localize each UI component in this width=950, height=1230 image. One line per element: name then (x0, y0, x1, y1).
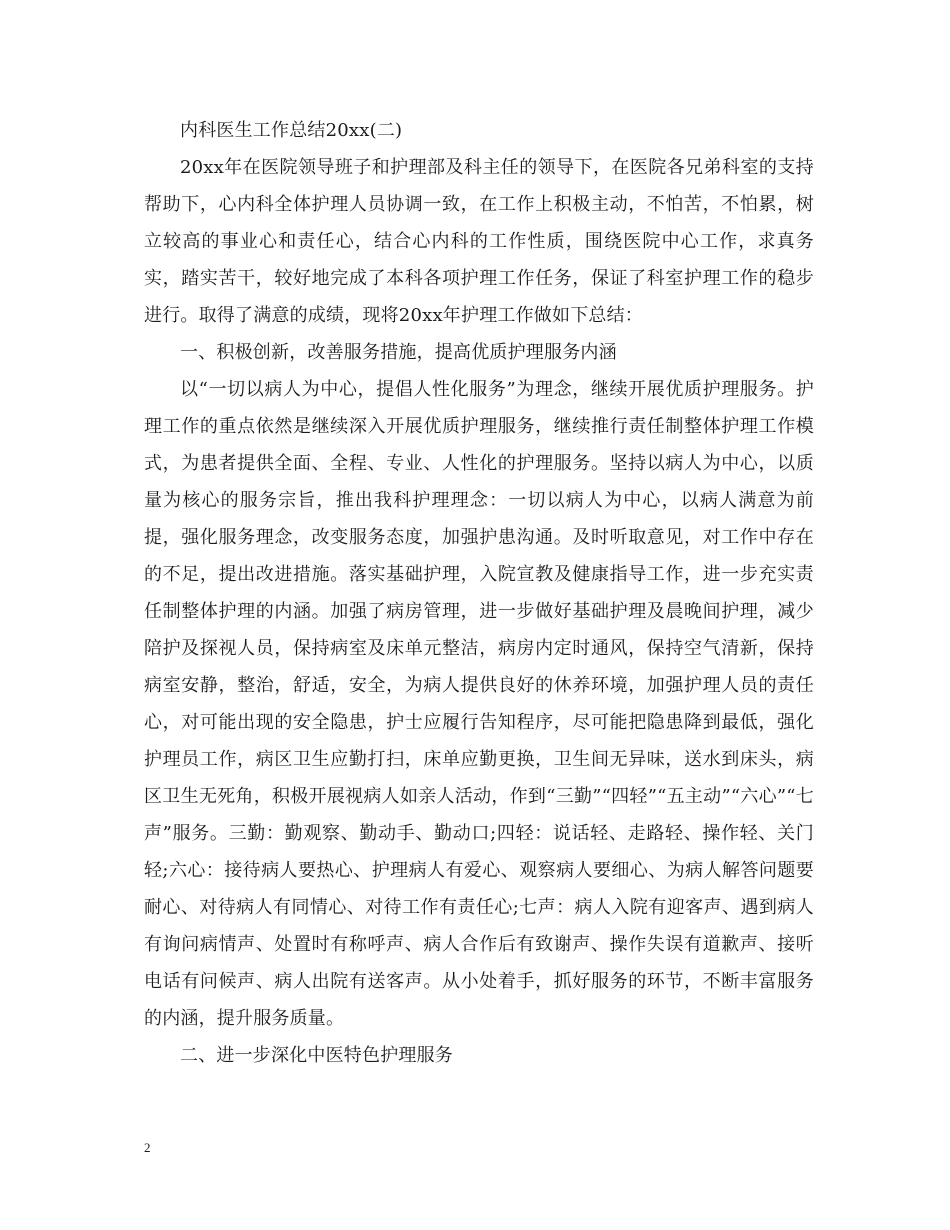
section-heading-1: 一、积极创新，改善服务措施，提高优质护理服务内涵 (180, 342, 617, 363)
document-body (144, 112, 814, 1074)
intro-paragraph: 20xx年在医院领导班子和护理部及科主任的领导下，在医院各兄弟科室的支持帮助下，心内科全体护理人员协调一致，在工作上积极主动，不怕苦，不怕累，树立较高的事业心和责任心，结合心内科的工作性质，围绕医院中心工作，求真务实，踏实苦干，较好地完成了本科各项护理工作任务，保证了科室护理工作的稳步进行。取得了满意的成绩，现将20xx年护理工作做如下总结： (144, 157, 814, 326)
section-heading-2: 二、进一步深化中医特色护理服务 (180, 1045, 453, 1066)
page-number: 2 (144, 1140, 151, 1155)
section-1-paragraph: 以“一切以病人为中心，提倡人性化服务”为理念，继续开展优质护理服务。护理工作的重点依然是继续深入开展优质护理服务，继续推行责任制整体护理工作模式，为患者提供全面、全程、专业、人性化的护理服务。坚持以病人为中心，以质量为核心的服务宗旨，推出我科护理理念：一切以病人为中心，以病人满意为前提，强化服务理念，改变服务态度，加强护患沟通。及时听取意见，对工作中存在的不足，提出改进措施。落实基础护理，入院宣教及健康指导工作，进一步充实责任制整体护理的内涵。加强了病房管理，进一步做好基础护理及晨晚间护理，减少陪护及探视人员，保持病室及床单元整洁，病房内定时通风，保持空气清新，保持病室安静，整治，舒适，安全，为病人提供良好的休养环境，加强护理人员的责任心，对可能出现的安全隐患，护士应履行告知程序，尽可能把隐患降到最低，强化护理员工作，病区卫生应勤打扫，床单应勤更换，卫生间无异味，送水到床头，病区卫生无死角，积极开展视病人如亲人活动，作到“三勤”“四轻”“五主动”“六心”“七声”服务。三勤：勤观察、勤动手、勤动口;四轻：说话轻、走路轻、操作轻、关门轻;六心：接待病人要热心、护理病人有爱心、观察病人要细心、为病人解答问题要耐心、对待病人有同情心、对待工作有责任心;七声：病人入院有迎客声、遇到病人有询问病情声、处置时有称呼声、病人合作后有致谢声、操作失误有道歉声、接听电话有问候声、病人出院有送客声。从小处着手，抓好服务的环节，不断丰富服务的内涵，提升服务质量。 (144, 379, 814, 1029)
document-title: 内科医生工作总结20xx(二) (180, 120, 403, 141)
